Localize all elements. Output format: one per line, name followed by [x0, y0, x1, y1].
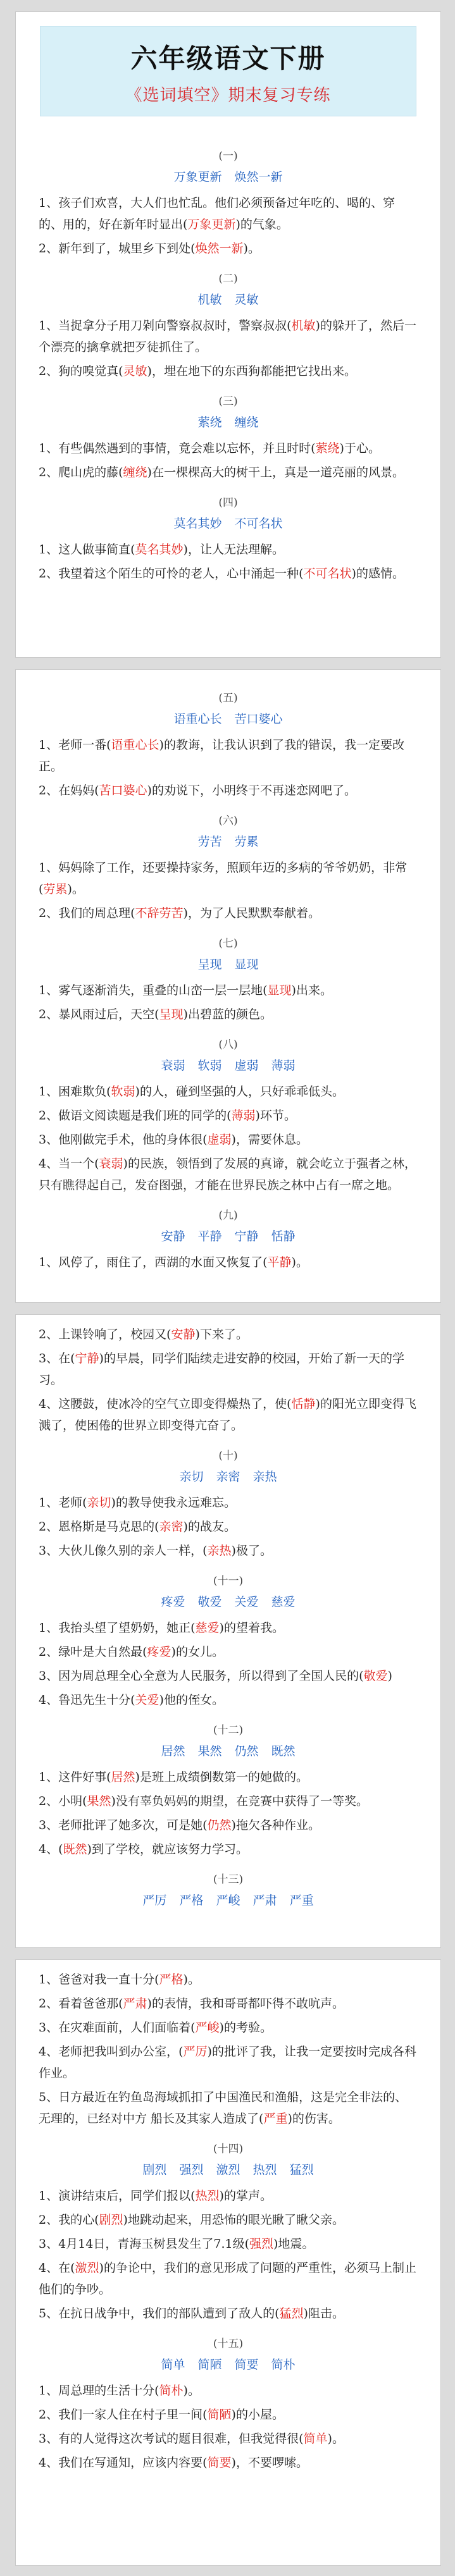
section-number: (九) [218, 1209, 238, 1222]
question-item [39, 238, 418, 259]
question-text: )他的侄女。 [159, 1693, 224, 1707]
answer-word: 关爱 [135, 1693, 159, 1707]
section-number: (八) [218, 1038, 238, 1051]
question-text: )下来了。 [195, 1328, 248, 1341]
question-item [39, 2209, 418, 2231]
question-text: )的劝说下，小明终于不再迷恋网吧了。 [147, 784, 356, 798]
question-item [39, 539, 418, 560]
question-text: 2、上课铃响了，校园又( [39, 1328, 171, 1341]
question-text: 3、在灾难面前，人们面临着( [39, 2021, 196, 2035]
section-number: (六) [218, 815, 238, 827]
question-item [39, 2428, 418, 2450]
answer-word: 热烈 [195, 2189, 220, 2203]
section-group [16, 1960, 440, 2474]
section-number: (十二) [213, 1724, 244, 1737]
word-bank: 安静 平静 宁静 恬静 [161, 1229, 296, 1243]
question-item [39, 1492, 418, 1513]
question-item [39, 2404, 418, 2425]
word-bank: 居然 果然 仍然 既然 [161, 1744, 296, 1758]
question-text: 2、我望着这个陌生的可怜的老人，心中涌起一种( [39, 567, 304, 581]
question-text: )，埋在地下的东西狗都能把它找出来。 [147, 364, 356, 378]
question-item [39, 2041, 418, 2084]
question-text: )阻击。 [303, 2307, 344, 2320]
question-text: )的女儿。 [171, 1645, 224, 1659]
word-bank: 劳苦 劳累 [197, 835, 259, 849]
section-number: (七) [218, 937, 238, 950]
question-text: 2、我们的周总理( [39, 906, 135, 920]
question-text: 2、暴风雨过后，天空( [39, 1008, 159, 1021]
question-text: )的争论中，我们的意见形成了问题的严重性，必须马上制止他们的争吵。 [39, 2261, 416, 2296]
question-item [39, 1252, 418, 1273]
question-text: )是班上成绩倒数第一的她做的。 [135, 1770, 308, 1784]
answer-word: 不可名状 [303, 567, 352, 581]
word-bank: 严厉 严格 严峻 严肃 严重 [142, 1894, 314, 1907]
question-item [39, 1081, 418, 1102]
answer-word: 疼爱 [147, 1645, 171, 1659]
question-text: 2、在妈妈( [39, 784, 99, 798]
answer-word: 薄弱 [231, 1109, 256, 1123]
answer-word: 简朴 [159, 2384, 184, 2398]
question-item [39, 1969, 418, 1990]
word-bank: 万象更新 焕然一新 [173, 170, 283, 184]
question-text: 2、看着爸爸那( [39, 1997, 123, 2011]
section-number: (十三) [213, 1873, 244, 1886]
question-text: 2、我们一家人住在村子里一间( [39, 2408, 208, 2422]
question-item [39, 315, 418, 358]
answer-word: 语重心长 [111, 738, 159, 752]
page-title: 六年级语文下册 [130, 43, 326, 74]
question-item [39, 1839, 418, 1860]
question-item [39, 1153, 418, 1196]
answer-word: 苦口婆心 [99, 784, 147, 798]
question-text: 4、当一个( [39, 1157, 99, 1171]
question-text: 2、爬山虎的藤( [39, 465, 123, 479]
word-bank: 剧烈 强烈 激烈 热烈 猛烈 [142, 2163, 314, 2177]
answer-word: 敬爱 [363, 1669, 388, 1683]
question-text: 2、我的心( [39, 2213, 99, 2227]
worksheet-page-2 [15, 669, 441, 1303]
question-text: )。 [291, 1255, 308, 1269]
question-text: )。 [183, 2384, 200, 2398]
question-text: )于心。 [339, 441, 380, 455]
question-text: )地震。 [273, 2237, 315, 2251]
question-text: 3、因为周总理全心全意为人民服务，所以得到了全国人民的( [39, 1669, 364, 1683]
question-item [39, 2452, 418, 2474]
question-text: 1、雾气逐渐消失，重叠的山峦一层一层地( [39, 983, 268, 997]
question-text: )环节。 [255, 1109, 296, 1123]
question-item [39, 2380, 418, 2401]
question-text: )的感情。 [351, 567, 404, 581]
section-number: (十一) [213, 1575, 244, 1587]
question-text: 1、老师( [39, 1496, 87, 1510]
question-text: )的气象。 [235, 218, 289, 231]
answer-word: 慈爱 [195, 1621, 220, 1635]
word-bank: 衰弱 软弱 虚弱 薄弱 [161, 1059, 296, 1073]
section-number: (十五) [213, 2338, 244, 2350]
answer-word: 虚弱 [207, 1133, 232, 1147]
question-text: )在一棵棵高大的树干上，真是一道亮丽的风景。 [147, 465, 404, 479]
section-number: (五) [218, 692, 238, 705]
word-bank: 疼爱 敬爱 关爱 慈爱 [161, 1595, 296, 1609]
question-item [39, 2017, 418, 2038]
answer-word: 安静 [171, 1328, 196, 1341]
question-item [39, 903, 418, 924]
word-bank: 机敏 灵敏 [197, 293, 259, 307]
question-item [39, 1766, 418, 1788]
question-text: )的表情，我和哥哥都吓得不敢吭声。 [147, 1997, 344, 2011]
question-text: 3、有的人觉得这次考试的题目很难，但我觉得很( [39, 2432, 304, 2446]
question-item [39, 1617, 418, 1639]
answer-word: 萦绕 [315, 441, 340, 455]
question-text: 4、鲁迅先生十分( [39, 1693, 135, 1707]
answer-word: 恬静 [291, 1397, 316, 1411]
question-text: )的小屋。 [231, 2408, 284, 2422]
answer-word: 亲热 [207, 1544, 232, 1558]
question-text: )出来。 [291, 983, 332, 997]
question-text: 2、狗的嗅觉真( [39, 364, 123, 378]
answer-word: 不辞劳苦 [135, 906, 184, 920]
question-text: )。 [183, 1973, 200, 1987]
question-text: 1、周总理的生活十分( [39, 2384, 159, 2398]
question-text: )，不要啰嗦。 [231, 2456, 308, 2470]
question-text: 1、当捉拿分子用刀剁向警察叔叔时，警察叔叔( [39, 319, 292, 333]
question-text: )。 [243, 242, 260, 256]
worksheet-page-4 [15, 1959, 441, 2566]
question-item [39, 361, 418, 382]
answer-word: 亲切 [87, 1496, 111, 1510]
answer-word: 严重 [263, 2112, 288, 2126]
question-text: 5、日方最近在钓鱼岛海域抓扣了中国渔民和渔船，这是完全非法的、无理的，已经对中方 船长及其家人造成了( [39, 2090, 408, 2126]
answer-word: 居然 [111, 1770, 135, 1784]
answer-word: 缠绕 [123, 465, 147, 479]
word-bank: 莫名其妙 不可名状 [173, 517, 283, 531]
question-text: )的伤害。 [287, 2112, 340, 2126]
question-text: )拖欠各种作业。 [231, 1818, 320, 1832]
answer-word: 猛烈 [279, 2307, 304, 2320]
question-item [39, 2086, 418, 2129]
question-text: 3、4月14日，青海玉树县发生了7.1级( [39, 2237, 249, 2251]
answer-word: 强烈 [249, 2237, 273, 2251]
question-item [39, 192, 418, 235]
question-text: 3、在( [39, 1352, 75, 1365]
word-bank: 亲切 亲密 亲热 [179, 1470, 277, 1484]
answer-word: 严格 [159, 1973, 184, 1987]
question-text: )的教导使我永远难忘。 [111, 1496, 236, 1510]
section-number: (十四) [213, 2143, 244, 2155]
section-number: (二) [218, 273, 238, 285]
question-item [39, 1815, 418, 1836]
question-item [39, 1348, 418, 1391]
question-item [39, 1393, 418, 1436]
question-text: 2、新年到了，城里乡下到处( [39, 242, 196, 256]
question-item [39, 780, 418, 801]
worksheet-page-1 [15, 11, 441, 658]
question-text: )。 [327, 2432, 344, 2446]
answer-word: 严峻 [195, 2021, 220, 2035]
question-text: )，需要休息。 [231, 1133, 308, 1147]
question-text: )的早晨，同学们陆续走进安静的校园，开始了新一天的学习。 [39, 1352, 404, 1387]
section-group [16, 670, 440, 1273]
question-item [39, 1324, 418, 1345]
question-text: 4、我们在写通知，应该内容要( [39, 2456, 208, 2470]
answer-word: 衰弱 [99, 1157, 123, 1171]
word-bank: 萦绕 缠绕 [197, 416, 259, 429]
answer-word: 呈现 [159, 1008, 184, 1021]
section-number: (四) [218, 496, 238, 509]
answer-word: 严肃 [123, 1997, 147, 2011]
question-text: 1、困难欺负( [39, 1085, 111, 1099]
question-text: 1、风停了，雨住了，西湖的水面又恢复了( [39, 1255, 268, 1269]
question-text: )出碧蓝的颜色。 [183, 1008, 272, 1021]
answer-word: 亲密 [159, 1520, 184, 1534]
question-text: 1、有些偶然遇到的事情，竟会难以忘怀，并且时时( [39, 441, 316, 455]
question-text: )，让人无法理解。 [183, 543, 284, 557]
answer-word: 严厉 [183, 2045, 208, 2059]
question-text: )的望着我。 [219, 1621, 284, 1635]
worksheet-page-3 [15, 1314, 441, 1948]
question-item [39, 1540, 418, 1562]
question-text: )的批评了我，让我一定要按时完成各科作业。 [39, 2045, 416, 2080]
question-text: 2、恩格斯是马克思的( [39, 1520, 159, 1534]
question-text: )，为了人民默默奉献着。 [183, 906, 320, 920]
page-subtitle: 《选词填空》期末复习专练 [125, 86, 331, 105]
question-item [39, 1993, 418, 2014]
question-text: ) [387, 1669, 392, 1683]
answer-word: 万象更新 [187, 218, 236, 231]
question-text: 5、在抗日战争中，我们的部队遭到了敌人的( [39, 2307, 280, 2320]
question-item [39, 1129, 418, 1150]
answer-word: 软弱 [111, 1085, 135, 1099]
question-text: 2、做语文阅读题是我们班的同学的( [39, 1109, 232, 1123]
question-item [39, 1790, 418, 1812]
question-item [39, 980, 418, 1001]
question-text: 4、( [39, 1842, 63, 1856]
section-number: (一) [218, 150, 238, 163]
answer-word: 简单 [303, 2432, 328, 2446]
section-group [16, 128, 440, 584]
question-item [39, 2257, 418, 2300]
question-item [39, 1641, 418, 1663]
answer-word: 简要 [207, 2456, 232, 2470]
question-text: 1、妈妈除了工作，还要操持家务，照顾年迈的多病的爷爷奶奶，非常( [39, 861, 408, 896]
question-text: )的教诲，让我认识到了我的错误，我一定要改正。 [39, 738, 404, 773]
answer-word: 显现 [267, 983, 292, 997]
answer-word: 宁静 [75, 1352, 99, 1365]
answer-word: 灵敏 [123, 364, 147, 378]
answer-word: 既然 [63, 1842, 87, 1856]
question-text: 3、大伙儿像久别的亲人一样，( [39, 1544, 208, 1558]
question-text: )没有辜负妈妈的期望，在竞赛中获得了一等奖。 [111, 1794, 368, 1808]
question-text: 1、这人做事简直( [39, 543, 135, 557]
question-item [39, 2303, 418, 2324]
word-bank: 语重心长 苦口婆心 [173, 712, 283, 726]
question-item [39, 563, 418, 584]
section-number: (十) [218, 1450, 238, 1462]
question-text: 1、老师一番( [39, 738, 111, 752]
answer-word: 简陋 [207, 2408, 232, 2422]
answer-word: 机敏 [291, 319, 316, 333]
question-item [39, 438, 418, 459]
question-item [39, 462, 418, 483]
question-text: 1、这件好事( [39, 1770, 111, 1784]
answer-word: 果然 [87, 1794, 111, 1808]
question-item [39, 1665, 418, 1687]
question-text: )极了。 [231, 1544, 272, 1558]
question-text: 1、孩子们欢喜，大人们也忙乱。他们必须预备过年吃的、喝的、穿的、用的，好在新年时显出( [39, 196, 396, 231]
answer-word: 仍然 [207, 1818, 232, 1832]
question-text: )的民族，领悟到了发展的真谛，就会屹立于强者之林，只有瞧得起自己，发奋图强，才能在世界民族之林中占有一席之地。 [39, 1157, 416, 1192]
question-text: 1、演讲结束后，同学们报以( [39, 2189, 196, 2203]
question-text: 4、老师把我叫到办公室，( [39, 2045, 184, 2059]
question-text: )的考验。 [219, 2021, 272, 2035]
title-banner [40, 26, 416, 116]
question-item [39, 734, 418, 777]
word-bank: 简单 简陋 简要 简朴 [161, 2358, 296, 2372]
question-text: 1、爸爸对我一直十分( [39, 1973, 159, 1987]
question-text: )的阳光立即变得飞溅了，使困倦的世界立即变得亢奋了。 [39, 1397, 416, 1433]
section-number: (三) [218, 395, 238, 408]
question-text: )的战友。 [183, 1520, 236, 1534]
question-text: )的人，碰到坚强的人，只好乖乖低头。 [135, 1085, 344, 1099]
question-item [39, 1516, 418, 1538]
question-text: 3、他刚做完手术，他的身体很( [39, 1133, 208, 1147]
answer-word: 平静 [267, 1255, 292, 1269]
question-item [39, 2185, 418, 2207]
question-text: 2、绿叶是大自然最( [39, 1645, 147, 1659]
question-text: 2、小明( [39, 1794, 87, 1808]
question-item [39, 857, 418, 900]
question-text: 4、这腰鼓，使冰冷的空气立即变得燥热了，使( [39, 1397, 292, 1411]
answer-word: 焕然一新 [195, 242, 244, 256]
question-text: )的掌声。 [219, 2189, 272, 2203]
question-item [39, 1004, 418, 1025]
answer-word: 激烈 [75, 2261, 99, 2275]
question-text: 3、老师批评了她多次，可是她( [39, 1818, 208, 1832]
question-text: 1、我抬头望了望奶奶，她正( [39, 1621, 196, 1635]
answer-word: 莫名其妙 [135, 543, 184, 557]
question-text: )到了学校，就应该努力学习。 [87, 1842, 248, 1856]
answer-word: 劳累 [43, 882, 68, 896]
question-text: )。 [67, 882, 84, 896]
question-text: )的躲开了，然后一个漂亮的擒拿就把歹徒抓住了。 [39, 319, 416, 354]
word-bank: 呈现 显现 [197, 958, 259, 971]
question-item [39, 1689, 418, 1711]
question-text: )地跳动起来，用恐怖的眼光瞅了瞅父亲。 [123, 2213, 344, 2227]
question-item [39, 1105, 418, 1126]
question-text: 4、在( [39, 2261, 75, 2275]
answer-word: 剧烈 [99, 2213, 123, 2227]
section-group [16, 1315, 440, 1908]
question-item [39, 2233, 418, 2255]
